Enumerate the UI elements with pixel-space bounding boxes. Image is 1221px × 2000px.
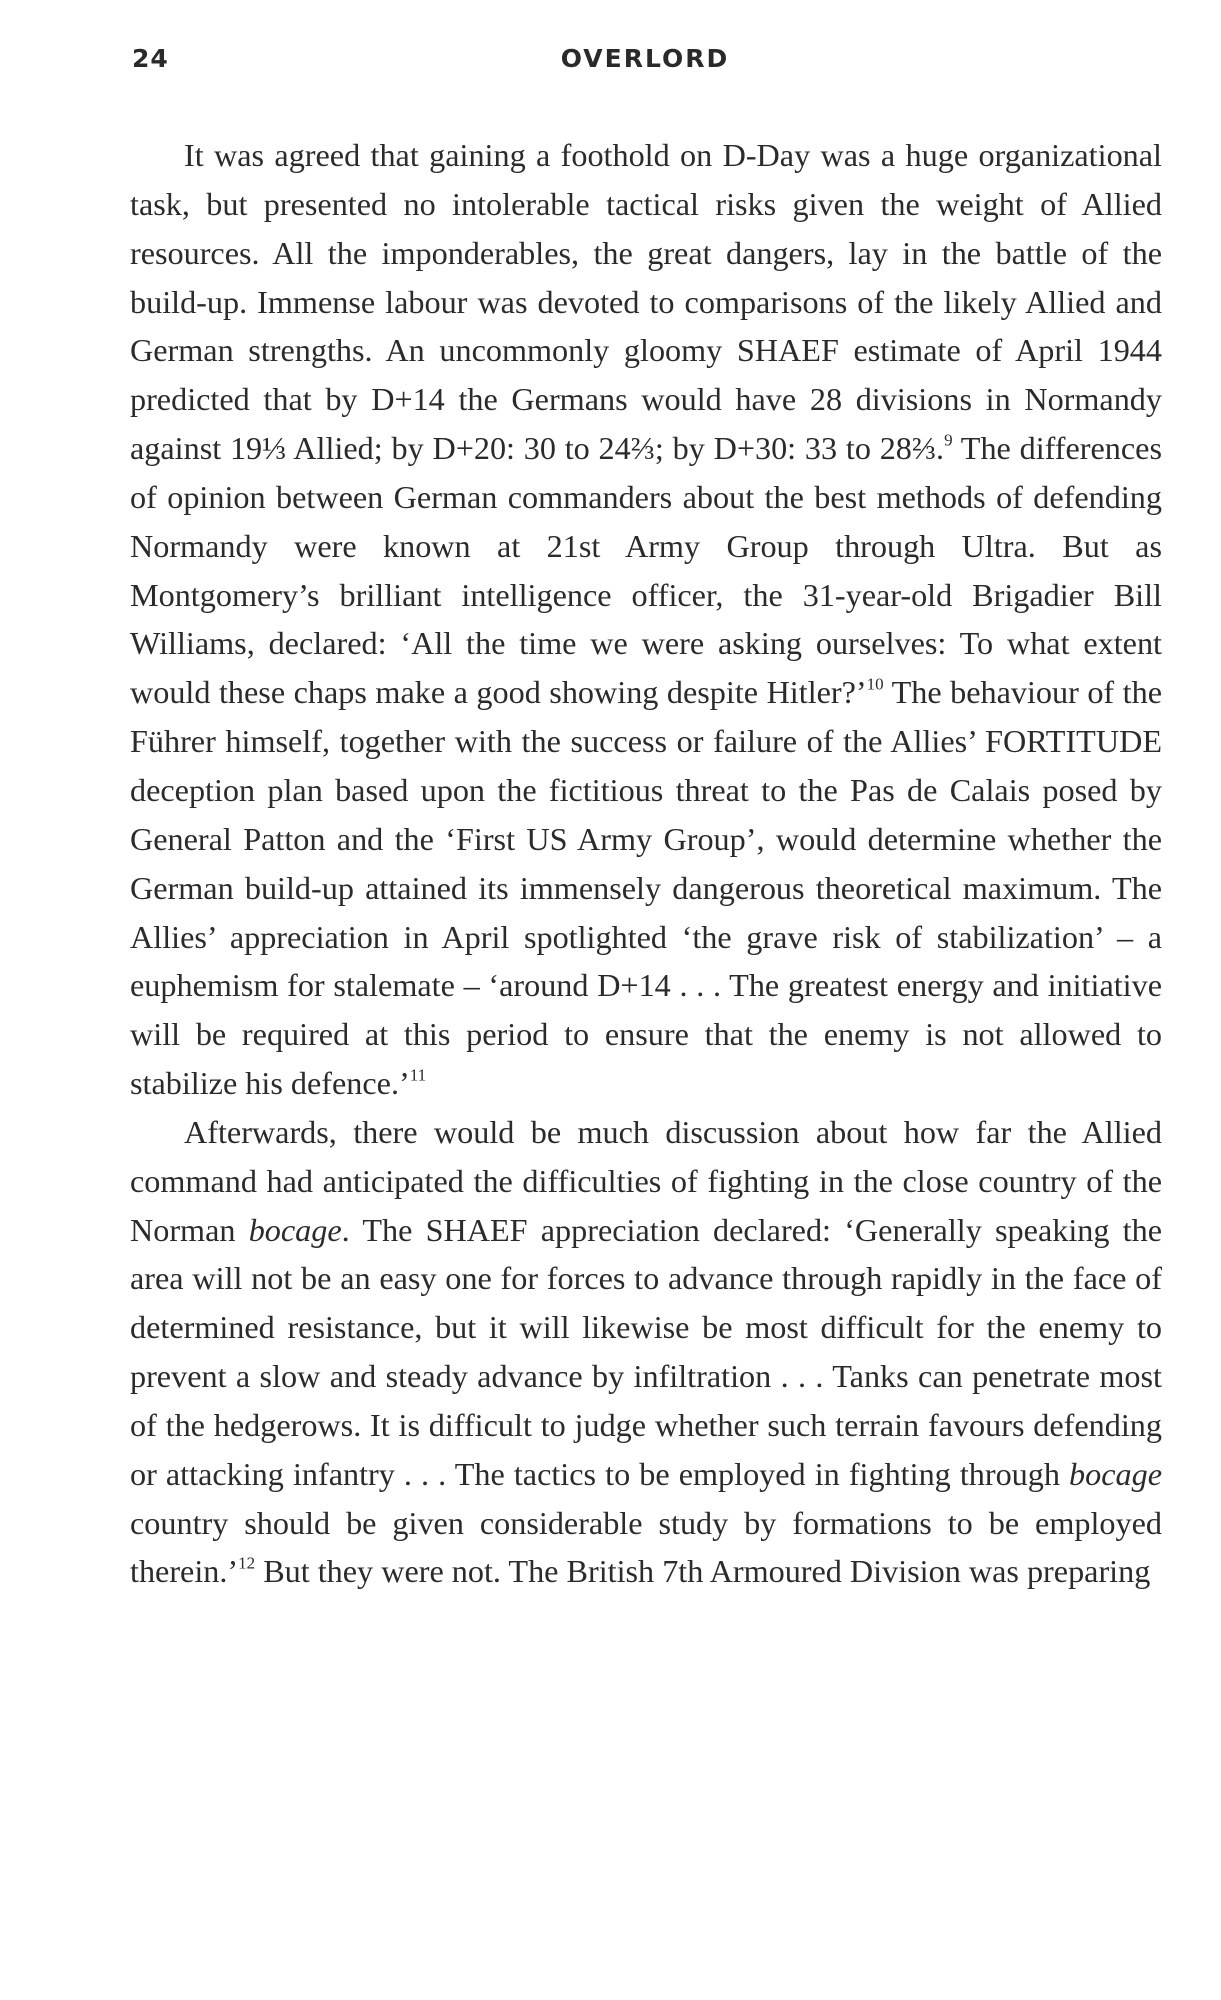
text-run: The behaviour of the Führer himself, together with the success or failure of the Allies’ FORTITUDE deception plan based upon the fictitious threat to the Pas de Calais posed by General Patton and the ‘First US Army Group’, would determine whether the German build-up attained its immensely dangerous theoretical maximum. The Allies’ appreciation in April spotlighted ‘the grave risk of stabilization’ – a euphemism for stalemate – ‘around D+14 . . . The greatest energy and initiative will be required at this period to ensure that the enemy is not allowed to stabilize his defence.’ <box>130 674 1162 1102</box>
running-title: OVERLORD <box>560 44 730 73</box>
paragraph <box>130 1108 1162 1596</box>
italic-term: bocage <box>1069 1455 1162 1492</box>
italic-term: bocage <box>248 1211 342 1248</box>
text-run: The differences of opinion between German commanders about the best methods of defending Normandy were known at 21st Army Group through Ultra. But as Montgomery’s brilliant intelligence officer, the 31-year-old Brigadier Bill Williams, declared: ‘All the time we were asking ourselves: To what extent would these chaps make a good showing despite Hitler?’ <box>130 430 1162 711</box>
footnote-ref: 9 <box>944 430 953 450</box>
text-run: . The SHAEF appreciation declared: ‘Generally speaking the area will not be an easy one for forces to advance through rapidly in the face of determined resistance, but it will likewise be most difficult for the enemy to prevent a slow and steady advance by infiltration . . . Tanks can penetrate most of the hedgerows. It is difficult to judge whether such terrain favours defending or attacking infantry . . . The tactics to be employed in fighting through <box>130 1211 1162 1492</box>
text-run: Afterwards, there would be much discussion about how far the Allied command had anticipated the difficulties of fighting in the close country of the Norman <box>130 1113 1162 1248</box>
page-number: 24 <box>132 44 169 73</box>
text-run: country should be given considerable study by formations to be employed therein.’ <box>130 1504 1162 1590</box>
text-run: It was agreed that gaining a foothold on D-Day was a huge organizational task, but presented no intolerable tactical risks given the weight of Allied resources. All the imponderables, the great dangers, lay in the battle of the build-up. Immense labour was devoted to comparisons of the likely Allied and German strengths. An uncommonly gloomy SHAEF estimate of April 1944 predicted that by D+14 the Germans would have 28 divisions in Normandy against 19⅓ Allied; by D+20: 30 to 24⅔; by D+30: 33 to 28⅔. <box>130 137 1162 467</box>
running-head <box>130 44 1160 84</box>
text-run: But they were not. The British 7th Armoured Division was preparing <box>255 1553 1151 1590</box>
paragraph <box>130 131 1162 1108</box>
footnote-ref: 11 <box>409 1065 427 1085</box>
footnote-ref: 10 <box>866 674 884 694</box>
body-text <box>130 131 1162 1596</box>
footnote-ref: 12 <box>238 1553 256 1573</box>
